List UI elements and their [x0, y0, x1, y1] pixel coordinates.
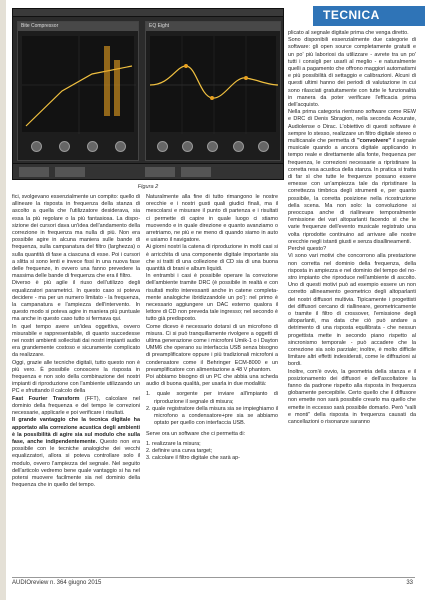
figure-compressor-curve: [22, 36, 136, 134]
page-binding-edge: [0, 0, 6, 600]
knob-icon: [207, 141, 218, 152]
bold-term: "convolvere": [357, 138, 391, 145]
paragraph-tail: (FFT), calcolare nel dominio della frequenza e del tempo le correzioni necessarie, applicarle e poi verificare i risultati.: [12, 395, 140, 417]
figure-compressor-knobs: [22, 136, 134, 156]
figure-device-slot: [181, 167, 211, 177]
section-tab-rule: [313, 24, 425, 26]
paragraph: [12, 417, 140, 489]
paragraph: Ai giorni nostri la catena di riproduzione in molti casi si è arricchita di una componente digitale importante sia che si tratti di una collezione di CD sia di una buona quantità di brani e album liquidi.: [146, 244, 278, 273]
paragraph: Poi abbiamo bisogno di un PC che abbia una scheda audio di buona qualità, per usarla in due modalità:: [146, 374, 278, 388]
footer-publication: AUDIOreview n. 364 giugno 2015: [12, 580, 102, 586]
list-item: 3. calcolare il filtro digitale che sarà ap-: [146, 455, 240, 462]
paragraph: Vi sono vari motivi che concorrono alla prestazione non corretta nel dominio della frequenza, della risposta in ampiezza e nel dominio del tempo del nostro impianto che riproduce nell'ambiente di ascolto. Uno di questi motivi può ad esempio essere un non corretto allineamento geometrico degli altoparlanti dei nostri diffusori multivia. Tipicamente i progettisti dei diffusori cercano di riallineare, geometricamente o tramite il filtro di crossover, l'emissione degli altoparlanti, ma data che ciò può andare a detrimento di una risposta equilibrata - che nessun progettista mette in secondo piano rispetto al sincronismo temporale - può accadere che la correzione sia solo parziale; inoltre, è molto difficile limitare altri effetti indesiderati, come le diffrazioni ai bordi.: [288, 253, 416, 368]
figure-eq-panel: [145, 21, 281, 161]
knob-icon: [59, 141, 70, 152]
article-column-3: [288, 30, 416, 574]
paragraph-tail: Questo non era possibile con le tecniche analogiche dei vecchi equalizzatori, allora si poteva controllare solo il modulo, ovvero l'ampiezza del segnale. Nel seguito dell'articolo vedremo bene quale vantaggio si ha nel potersi muovere facilmente sia nel dominio della frequenza che in quello del tempo.: [12, 438, 140, 489]
knob-icon: [233, 141, 244, 152]
paragraph: In entrambi i casi è possibile operare la correzione dell'ambiente tramite DRC (è possibile in realtà e con risultati molto interessanti anche in catene completamente analogiche ibridizzandole un po'): nel primo è necessario aggiungere un DAC esterno qualora il lettore di CD non preveda tale ingresso; nel secondo è tutto già predisposto.: [146, 273, 278, 323]
paragraph: [288, 109, 416, 246]
paragraph: plicato al segnale digitale prima che venga diretto.: [288, 30, 409, 36]
paragraph: Serve ora un software che ci permetta di:: [146, 430, 246, 437]
figure-eq-curve: [150, 36, 278, 134]
article-column-2: [146, 194, 278, 572]
paragraph: fici, svolgevano essenzialmente un compito: quello di allineare la risposta in frequenza della stanza di ascolto a quella che l'utilizzatore desiderava, sia essa la più regolare o la più fantasiosa. La disposizione dei cursori dava un'idea dell'andamento della correzione in frequenza ma nulla di più. Non era possibile agire in alcuna maniera sulle bande di frequenza, sulla campanatura del filtro (larghezza) o sulla quantità di fase a ciascuna di esse. Poi i cursori a slitta si sono lenti e invece fissi in una nuova fase delle frequenze, in ovvero una fanno prevedere la massima delle bande di frequenza che era il filtro.: [12, 194, 140, 280]
numbered-list-software-steps: [146, 441, 278, 463]
paragraph: Oggi, grazie alle tecniche digitali, tutto questo non è più vero. È possibile conoscere la risposta in frequenza e non solo della combinazione dei nostri impianti di riproduzione con l'ambiente utilizzando un PC e sfruttando il calcolo della: [12, 359, 140, 395]
article-column-1: [12, 194, 140, 572]
footer-page-number: 33: [406, 580, 413, 586]
paragraph-head: Nella prima categoria rientrano software come REW e DRC di Denis Sbragion, nella seconda Acourate, Audiolense o Dirac. L'obiettivo di questi software è sempre lo stesso, realizzare un filtro digitale stereo o multicanale che permetta di: [288, 109, 416, 145]
paragraph: Inoltre, com'è ovvio, la geometria della stanza e il posizionamento dei diffusori e dell'ascoltatore la fanno da padrone rispetto alla risposta in frequenza globamente percepibile. Certo quello che il diffusore non emette non sarà possibile crearlo ma quello che emette in eccesso sarà possibile domarlo. Però "valli e monti" della risposta in frequenza causati da cancellazioni o risonanze saranno: [288, 368, 416, 425]
figure-eq-title: EQ Eight: [146, 22, 280, 31]
figure-caption: Figura 2: [137, 184, 159, 190]
figure-device-slot: [145, 167, 175, 177]
bold-highlight: Il grande vantaggio che la tecnica digitale ha apportato alla correzione acustica degli ambienti è la possibilità di agire sia sul modulo che sulla fase, anche indipendentemente.: [12, 417, 140, 445]
figure-device-slot: [55, 167, 85, 177]
paragraph: Naturalmente alla fine di tutto rimangono le nostre orecchie e i nostri gusti quali giudici finali, ma il mescolarsi e misurare il punto di partenza e i risultati ci permette di capire in quale luogo ci stiamo muovendo e in quale direzione e quanto avanziamo o arretriamo, ne più e ne meno di quando siamo in auto e usiamo il navigatore.: [146, 194, 278, 244]
figure-compressor-title: Bite Compressor: [18, 22, 138, 31]
paragraph-tail: il segnale musicale quando a ancora digitale applicando in tempo reale e direttamente alla fonte, frequenza per frequenza, le correzioni necessarie a ripristinare la corretta resa acustica della stanza. In pratica si tratta di far sì che tutte le frequenze possano essere emesse con un'ampiezza tale da ripristinare la correttezza timbrica degli strumenti e, per quanto possibile, la corretta posizione nella ricostruzione della scena. Ma non solo: la convoluzione si preoccupa anche di riallineare temporalmente l'emissione dei vari altoparlanti facendo sì che le varie frequenze dell'evento musicale registrato una volta riprodotte continuino ad arrivare alle nostre orecchie negli istanti giusti e senza disallineamenti.: [288, 138, 416, 245]
figure-compressor-panel: [17, 21, 139, 161]
paragraph: In quel tempo avere un'idea oggettiva, ovvero misurabile e rappresentabile, di quanto succedesse nei nostri ambienti sollecitati dai nostri impianti audio era grandemente costoso e sicuramente complicato da realizzare.: [12, 323, 140, 359]
list-item: 1. realizzare la misura;: [146, 440, 201, 447]
figure-toolbar: [13, 9, 283, 17]
figure-compressor-graph: [22, 36, 134, 132]
paragraph: Sono disponibili essenzialmente due categorie di software: gli open source completamente gratuiti e un po' più laboriosi da utilizzare - avrete tra un po' tutti i consigli per usarli al meglio - e naturalmente quelli a pagamento che offrono maggiori automatismi e più possibilità di settaggio e calibrazioni. Alcuni di questi ultimi hanno dei periodi di valutazione in cui sono rilasciati gratuitamente con tutte le funzionalità in manera da poter verificare l'efficacia prima dell'acquisto.: [288, 37, 416, 109]
figure-device-strip: [13, 163, 283, 179]
knob-icon: [258, 141, 269, 152]
section-tab: TECNICA: [313, 6, 425, 24]
paragraph: Come dicevo è necessario dotarsi di un microfono di misura. Ci si può tranquillamente rivolgere a oggetti di ultima generazione come i microfoni Umik-1 o i Dayton UMM6 che operano su interfaccia USB senza bisogno di preamplificatore oppure i più tradizionali microfoni a condensatore come il Behringer ECM-8000 e un preamplificatore con alimentazione a 48 V phantom.: [146, 323, 278, 373]
figure-device-slot: [19, 167, 49, 177]
figure-eq-knobs: [150, 136, 276, 156]
knob-icon: [87, 141, 98, 152]
list-item: 2. quale registratore della misura sia se impieghiamo il microfono a condensatore+pre sia se abbiamo optato per quello con interfaccia USB.: [146, 405, 278, 427]
knob-icon: [157, 141, 168, 152]
paragraph: Diverso è più agile il riuso dell'utilizzo degli equalizzatori parametrici. In questo caso si poteva decidere - ma per un numero limitato - la frequenza, la campanatura e l'ampiezza dell'intervento. In questo modo si poteva agire in maniera più puntuale ma anche in questo caso tutto si fermava qui.: [12, 280, 140, 323]
numbered-list-pc-modes: [146, 391, 278, 427]
knob-icon: [31, 141, 42, 152]
bold-term: Fast Fourier Transform: [12, 395, 80, 402]
knob-icon: [182, 141, 193, 152]
list-item: 2. definire una curva target;: [146, 447, 213, 454]
knob-icon: [115, 141, 126, 152]
figure-eq-graph: [150, 36, 276, 132]
paragraph: Perché questo?: [288, 246, 327, 253]
list-item: 1. quale sorgente per inviare all'impianto di riproduzione il segnale di misura;: [146, 391, 278, 405]
paragraph: [12, 396, 140, 418]
figure-software-screenshot: [12, 8, 284, 180]
footer-rule: [12, 577, 415, 578]
